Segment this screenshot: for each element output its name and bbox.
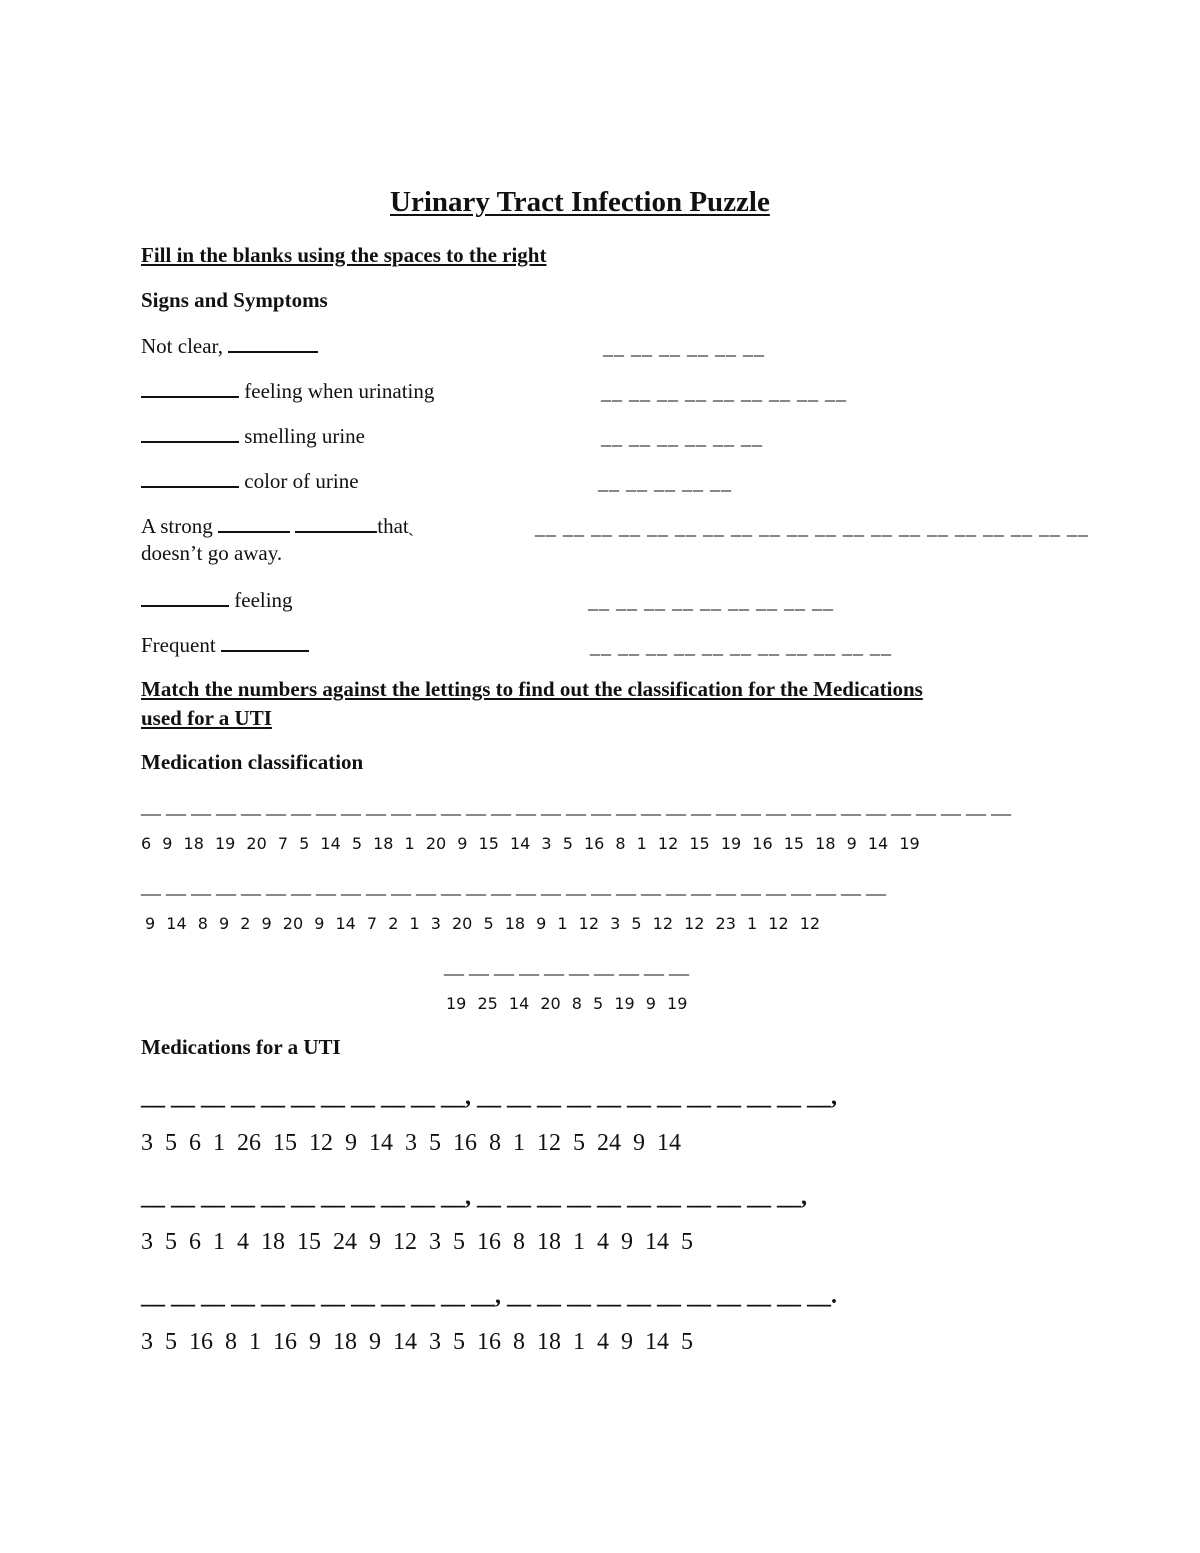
instructions-fill-blanks: Fill in the blanks using the spaces to the right [141,243,547,267]
symptom-row-6 [141,587,293,613]
symptom-prefix: Not clear [141,334,218,358]
symptom-continuation: doesn’t go away. [141,541,283,565]
symptom-row-4 [141,468,359,494]
answer-blank[interactable] [141,468,239,488]
code-dashes-1: __ __ __ __ __ __ __ __ __ __ __ __ __ __ __ __ __ __ __ __ __ __ __ __ __ __ __ __ __ __ __ __ __ __ __ [141,796,1011,818]
section-heading-medications: Medications for a UTI [141,1035,341,1059]
answer-dashes-6: __ __ __ __ __ __ __ __ __ [588,591,834,613]
answer-blank[interactable] [221,632,309,652]
symptom-suffix: smelling urine [244,424,365,448]
code-dashes-2: __ __ __ __ __ __ __ __ __ __ __ __ __ __ __ __ __ __ __ __ __ __ __ __ __ __ __ __ __ __ [141,876,886,898]
code-dashes-3: __ __ __ __ __ __ __ __ __ __ [444,956,689,978]
answer-dashes-5: __ __ __ __ __ __ __ __ __ __ __ __ __ __ __ __ __ __ __ __ [535,517,1089,539]
symptom-prefix: Frequent [141,633,216,657]
medication-numbers-3: 3 5 16 8 1 16 9 18 9 14 3 5 16 8 18 1 4 9 14 5 [141,1329,693,1355]
symptom-row-2 [141,378,434,404]
answer-blank[interactable] [218,513,290,533]
answer-dashes-4: __ __ __ __ __ [598,472,732,494]
symptom-suffix: that [377,514,409,538]
symptom-suffix: color of urine [244,469,359,493]
symptom-row-1 [141,333,318,359]
section-heading-classification: Medication classification [141,750,364,774]
instructions-match-line2: used for a UTI [141,706,272,730]
medication-numbers-1: 3 5 6 1 26 15 12 9 14 3 5 16 8 1 12 5 24 9 14 [141,1130,681,1156]
medication-dashes-1: __ __ __ __ __ __ __ __ __ __ __, __ __ __ __ __ __ __ __ __ __ __ __, [141,1084,837,1110]
medication-dashes-3: __ __ __ __ __ __ __ __ __ __ __ __, __ __ __ __ __ __ __ __ __ __ __. [141,1283,837,1309]
answer-dashes-3: __ __ __ __ __ __ [601,427,763,449]
symptom-suffix: feeling [234,588,293,612]
answer-dashes-1: __ __ __ __ __ __ [603,337,765,359]
code-numbers-2: 9 14 8 9 2 9 20 9 14 7 2 1 3 20 5 18 9 1 12 3 5 12 12 23 1 12 12 [145,914,821,933]
medication-dashes-2: __ __ __ __ __ __ __ __ __ __ __, __ __ __ __ __ __ __ __ __ __ __, [141,1184,807,1210]
code-numbers-1: 6 9 18 19 20 7 5 14 5 18 1 20 9 15 14 3 5 16 8 1 12 15 19 16 15 18 9 14 19 [141,834,920,853]
stray-mark: ` [408,530,414,550]
code-numbers-3: 19 25 14 20 8 5 19 9 19 [446,994,688,1013]
instructions-match-line1: Match the numbers against the lettings to find out the classification for the Medications [141,677,923,701]
comma-mark: , [217,334,223,358]
medication-numbers-2: 3 5 6 1 4 18 15 24 9 12 3 5 16 8 18 1 4 9 14 5 [141,1229,693,1255]
section-heading-signs: Signs and Symptoms [141,288,328,312]
symptom-row-7 [141,632,309,658]
answer-blank[interactable] [141,378,239,398]
page-title: Urinary Tract Infection Puzzle [390,186,770,218]
answer-blank[interactable] [295,513,377,533]
symptom-row-3 [141,423,365,449]
answer-blank[interactable] [141,423,239,443]
symptom-row-5 [141,513,409,539]
answer-dashes-7: __ __ __ __ __ __ __ __ __ __ __ [590,636,892,658]
answer-blank[interactable] [228,333,318,353]
symptom-prefix: A strong [141,514,213,538]
answer-blank[interactable] [141,587,229,607]
symptom-suffix: feeling when urinating [244,379,435,403]
answer-dashes-2: __ __ __ __ __ __ __ __ __ [601,382,847,404]
